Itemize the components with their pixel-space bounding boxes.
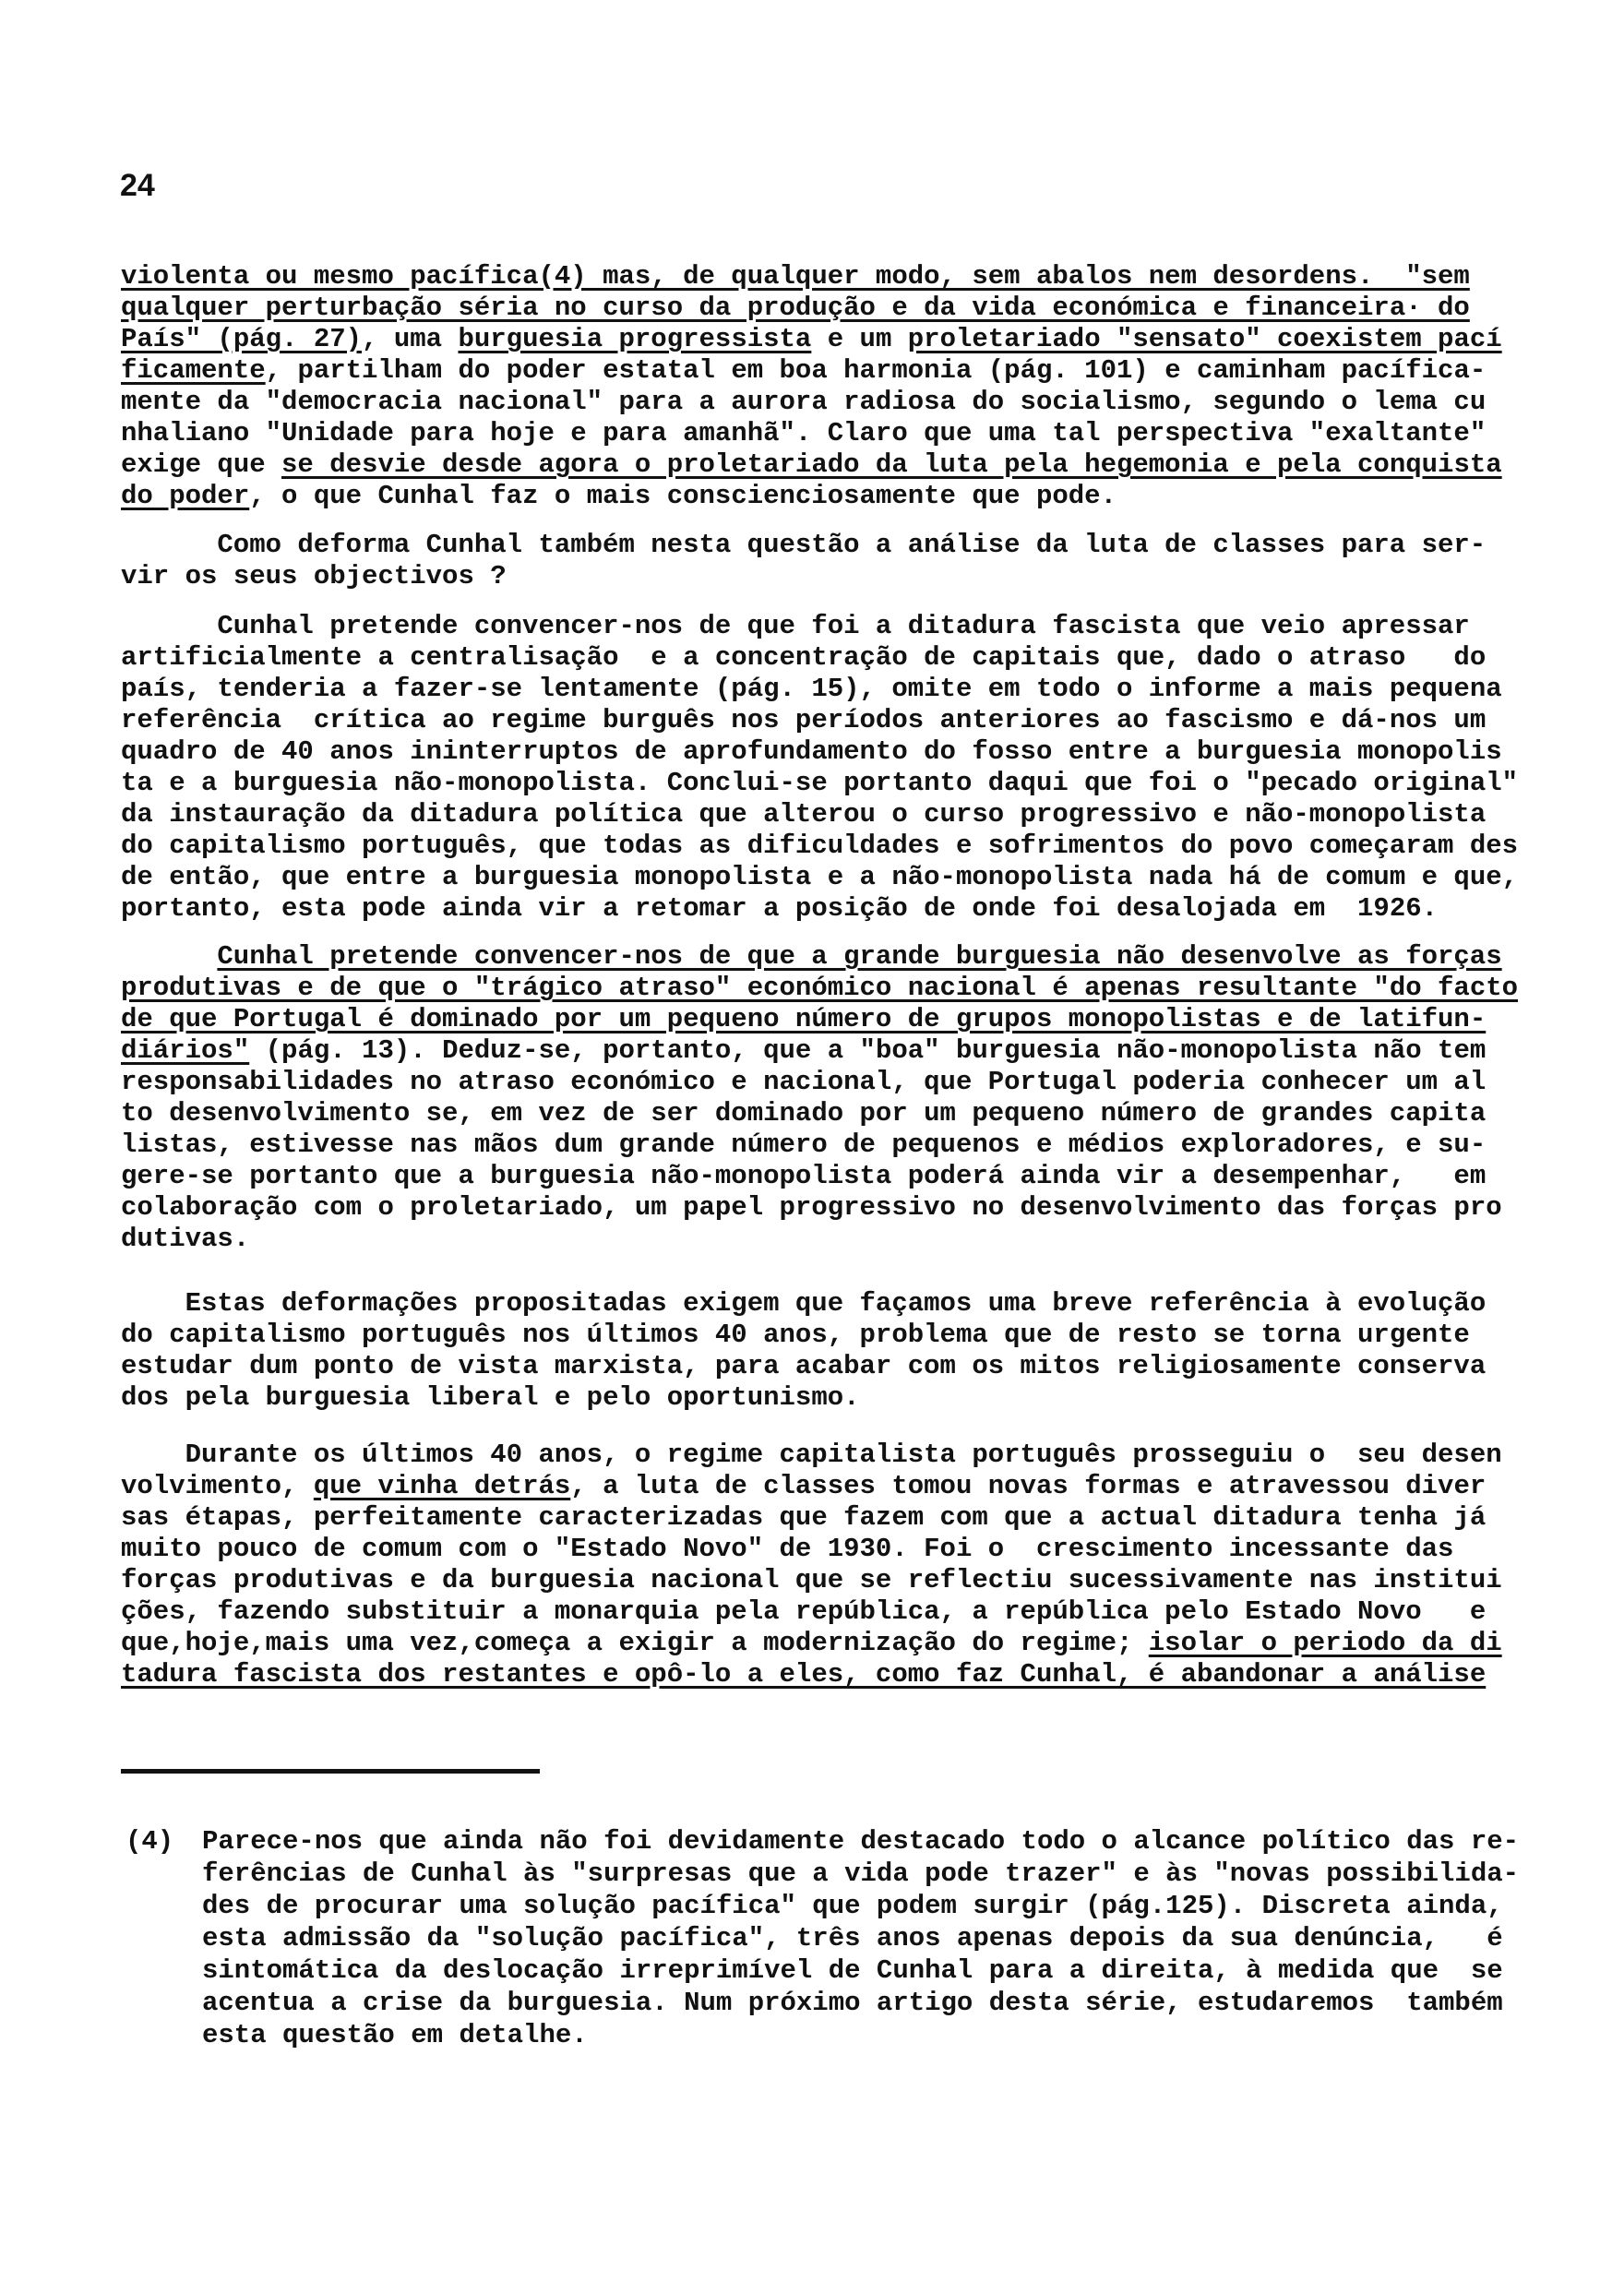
text-segment: to desenvolvimento se, em vez de ser dominado por um pequeno número de grandes capita [121, 1098, 1487, 1129]
text-line [121, 1004, 1505, 1035]
text-line [121, 1098, 1505, 1129]
text-segment: e um [811, 324, 908, 354]
text-segment: , uma [362, 324, 459, 354]
text-line [121, 293, 1505, 324]
underlined-text: qualquer perturbação séria no curso da produção e da vida económica e financeira· do [121, 293, 1470, 323]
text-line [121, 674, 1505, 705]
text-line [202, 1987, 1586, 2019]
underlined-text: de que Portugal é dominado por um pequeno número de grupos monopolistas e de latifun- [121, 1004, 1487, 1034]
text-line [121, 1067, 1505, 1098]
text-segment: artificialmente a centralisação e a concentração de capitais que, dado o atraso do [121, 642, 1487, 673]
underlined-text: Cunhal pretende convencer-nos de que a grande burguesia não desenvolve as forças [217, 941, 1502, 972]
text-line [121, 1534, 1505, 1565]
text-line [121, 1471, 1505, 1502]
text-segment: , partilham do poder estatal em boa harmonia (pág. 101) e caminham pacífica- [265, 355, 1487, 386]
text-line [121, 893, 1505, 925]
underlined-text: País" (pág. 27) [121, 324, 363, 354]
text-segment: país, tenderia a fazer-se lentamente (pág. 15), omite em todo o informe a mais pequena [121, 674, 1502, 704]
text-line [121, 387, 1505, 418]
footnote-marker: (4) [125, 1826, 174, 1857]
text-line [121, 481, 1505, 512]
text-segment: responsabilidades no atraso económico e nacional, que Portugal poderia conhecer um al [121, 1067, 1487, 1097]
text-segment: da instauração da ditadura política que alterou o curso progressivo e não-monopolista [121, 799, 1487, 830]
text-segment: de então, que entre a burguesia monopolista e a não-monopolista nada há de comum e que, [121, 862, 1519, 892]
text-line [121, 1129, 1505, 1161]
text-segment: quadro de 40 anos ininterruptos de aprofundamento do fosso entre a burguesia monopolis [121, 736, 1502, 767]
text-segment: estudar dum ponto de vista marxista, para acabar com os mitos religiosamente conserva [121, 1351, 1487, 1381]
text-line [121, 449, 1505, 481]
text-line [121, 1161, 1505, 1192]
underlined-text: diários" [121, 1035, 250, 1066]
text-line [121, 830, 1519, 862]
text-segment: Parece-nos que ainda não foi devidamente destacado todo o alcance político das re- [202, 1826, 1520, 1857]
footnote-text [202, 1825, 1586, 2051]
paragraph-6 [121, 1440, 1505, 1691]
text-line [121, 1596, 1505, 1628]
paragraph-4 [121, 941, 1519, 1255]
text-line [202, 1858, 1586, 1890]
paragraph-1 [121, 261, 1505, 512]
text-segment: ta e a burguesia não-monopolista. Conclui-se portanto daqui que foi o "pecado original" [121, 768, 1519, 798]
text-segment: esta questão em detalhe. [202, 2020, 588, 2050]
text-line [121, 1382, 1505, 1414]
text-line [121, 1320, 1505, 1351]
text-segment: acentua a crise da burguesia. Num próximo artigo desta série, estudaremos também [202, 1988, 1503, 2018]
text-segment: muito pouco de comum com o "Estado Novo" de 1930. Foi o crescimento incessante das [121, 1534, 1454, 1564]
text-line [121, 799, 1505, 830]
underlined-text: burguesia progressista [458, 324, 812, 354]
text-segment: portanto, esta pode ainda vir a retomar a posição de onde foi desalojada em 1926. [121, 893, 1439, 924]
underlined-text: que vinha detrás [313, 1471, 571, 1501]
text-segment: ferências de Cunhal às "surpresas que a vida pode trazer" e às "novas possibilida- [202, 1858, 1520, 1889]
text-segment: do capitalismo português nos últimos 40 anos, problema que de resto se torna urgente [121, 1320, 1470, 1350]
text-line [202, 1922, 1586, 1954]
text-line [121, 941, 1505, 973]
text-segment: dutivas. [121, 1224, 250, 1254]
text-segment: mente da "democracia nacional" para a aurora radiosa do socialismo, segundo o lema cu [121, 387, 1487, 417]
text-line [202, 1954, 1586, 1987]
text-line [121, 561, 1505, 592]
text-segment: referência crítica ao regime burguês nos períodos anteriores ao fascismo e dá-nos um [121, 705, 1487, 735]
text-line [121, 642, 1505, 674]
text-line [202, 2019, 1586, 2051]
underlined-text: se desvie desde agora o proletariado da luta pela hegemonia e pela conquista [281, 449, 1502, 480]
text-segment: , a luta de classes tomou novas formas e atravessou diver [570, 1471, 1487, 1501]
text-segment: Cunhal pretende convencer-nos de que foi a ditadura fascista que veio apressar [217, 611, 1470, 641]
underlined-text: tadura fascista dos restantes e opô-lo a eles, como faz Cunhal, é abandonar a análise [121, 1659, 1487, 1690]
paragraph-2 [121, 530, 1505, 592]
text-segment: ções, fazendo substituir a monarquia pela república, a república pelo Estado Novo e [121, 1596, 1487, 1627]
text-segment: sas étapas, perfeitamente caracterizadas que fazem com que a actual ditadura tenha já [121, 1502, 1487, 1533]
text-segment: sintomática da deslocação irreprimível de Cunhal para a direita, à medida que se [202, 1955, 1503, 1986]
text-line [121, 1502, 1505, 1534]
text-line [121, 1659, 1505, 1691]
text-segment: des de procurar uma solução pacífica" que podem surgir (pág.125). Discreta ainda, [202, 1891, 1503, 1921]
text-line [121, 1288, 1505, 1320]
text-segment: dos pela burguesia liberal e pelo oportunismo. [121, 1382, 860, 1413]
text-segment: que,hoje,mais uma vez,começa a exigir a modernização do regime; [121, 1628, 1149, 1658]
text-line [121, 768, 1519, 799]
text-segment: listas, estivesse nas mãos dum grande número de pequenos e médios exploradores, e su- [121, 1129, 1487, 1160]
text-segment: exige que [121, 449, 282, 480]
text-segment: esta admissão da "solução pacífica", três anos apenas depois da sua denúncia, é [202, 1923, 1503, 1953]
text-segment: colaboração com o proletariado, um papel progressivo no desenvolvimento das forças pro [121, 1192, 1502, 1223]
text-line [121, 973, 1519, 1004]
text-line [121, 1628, 1505, 1659]
text-line [121, 261, 1505, 293]
underlined-text: proletariado "sensato" coexistem pací [907, 324, 1502, 354]
paragraph-3 [121, 611, 1519, 925]
text-segment: Estas deformações propositadas exigem que façamos uma breve referência à evolução [185, 1288, 1487, 1319]
text-line [121, 530, 1505, 561]
text-line [121, 736, 1505, 768]
paragraph-5 [121, 1288, 1505, 1414]
text-line [121, 611, 1505, 642]
text-segment: vir os seus objectivos ? [121, 561, 507, 591]
text-line [121, 1224, 1505, 1255]
underlined-text: do poder [121, 481, 250, 511]
footnote-separator [121, 1769, 540, 1774]
text-line [121, 355, 1505, 387]
text-segment: , o que Cunhal faz o mais conscienciosamente que pode. [249, 481, 1116, 511]
text-line [202, 1890, 1586, 1922]
text-line [121, 1351, 1505, 1382]
text-segment: nhaliano "Unidade para hoje e para amanhã". Claro que uma tal perspectiva "exaltante" [121, 418, 1487, 448]
text-segment: Como deforma Cunhal também nesta questão a análise da luta de classes para ser- [217, 530, 1487, 560]
text-line [121, 1192, 1505, 1224]
text-line [121, 862, 1519, 893]
text-line [121, 1035, 1505, 1067]
page-number: 24 [120, 168, 155, 203]
text-line [121, 324, 1505, 355]
underlined-text: ficamente [121, 355, 266, 386]
underlined-text: isolar o periodo da di [1148, 1628, 1502, 1658]
underlined-text: violenta ou mesmo pacífica(4) mas, de qualquer modo, sem abalos nem desordens. "sem [121, 261, 1470, 292]
text-line [121, 705, 1505, 736]
text-line [202, 1825, 1586, 1858]
text-segment: do capitalismo português, que todas as dificuldades e sofrimentos do povo começaram des [121, 830, 1519, 861]
text-line [121, 418, 1505, 449]
text-segment: volvimento, [121, 1471, 314, 1501]
text-segment: forças produtivas e da burguesia nacional que se reflectiu sucessivamente nas institui [121, 1565, 1502, 1595]
underlined-text: produtivas e de que o "trágico atraso" económico nacional é apenas resultante "do facto [121, 973, 1519, 1003]
text-segment: gere-se portanto que a burguesia não-monopolista poderá ainda vir a desempenhar, em [121, 1161, 1487, 1191]
text-segment: Durante os últimos 40 anos, o regime capitalista português prosseguiu o seu desen [185, 1440, 1502, 1470]
text-segment: (pág. 13). Deduz-se, portanto, que a "boa" burguesia não-monopolista não tem [249, 1035, 1487, 1066]
text-line [121, 1565, 1505, 1596]
text-line [121, 1440, 1505, 1471]
